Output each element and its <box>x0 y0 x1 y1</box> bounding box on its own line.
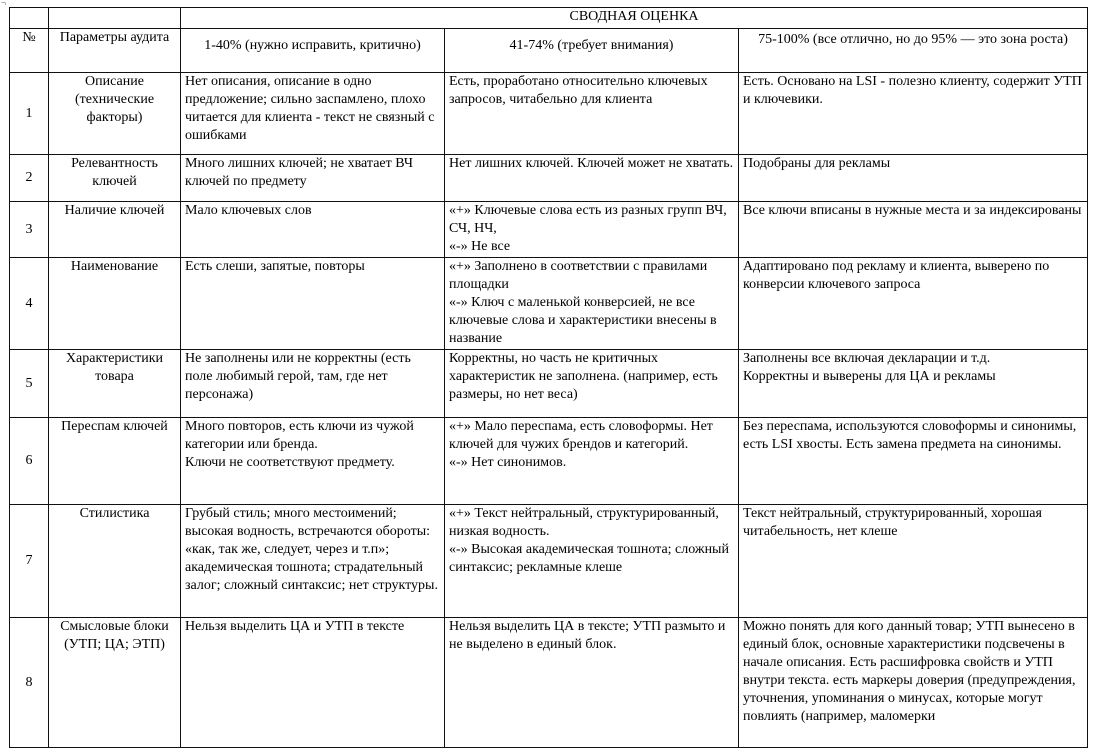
col1-line: Много повторов, есть ключи из чужой категории или бренда. <box>185 419 414 452</box>
row-col1 <box>181 418 445 505</box>
row-col2: Есть, проработано относительно ключевых запросов, читабельно для клиента <box>445 73 739 155</box>
col3-line: Заполнены все включая декларации и т.д. <box>743 351 991 366</box>
row-col2 <box>445 202 739 258</box>
row-col1: Нельзя выделить ЦА и УТП в тексте <box>181 618 445 748</box>
row-col2 <box>445 505 739 618</box>
row-parameter: Наименование <box>49 258 181 350</box>
table-row <box>10 155 1088 202</box>
row-number: 4 <box>10 258 49 350</box>
row-col1: Есть слеши, запятые, повторы <box>181 258 445 350</box>
plus-note: «+» Ключевые слова есть из разных групп ВЧ, СЧ, НЧ, <box>449 203 727 236</box>
row-col1: Много лишних ключей; не хватает ВЧ ключей по предмету <box>181 155 445 202</box>
row-parameter: Наличие ключей <box>49 202 181 258</box>
row-col3: Без переспама, используются словоформы и синонимы, есть LSI хвосты. Есть замена предмета на синонимы. <box>739 418 1088 505</box>
header-col2: 41-74% (требует внимания) <box>445 29 739 73</box>
minus-note: «-» Не все <box>449 239 511 254</box>
row-number: 7 <box>10 505 49 618</box>
table-row <box>10 505 1088 618</box>
row-col3: Текст нейтральный, структурированный, хорошая читабельность, нет клеше <box>739 505 1088 618</box>
minus-note: «-» Нет синонимов. <box>449 455 567 470</box>
row-number: 5 <box>10 350 49 418</box>
header-col3: 75-100% (все отлично, но до 95% — это зона роста) <box>739 29 1088 73</box>
row-parameter: Релевантность ключей <box>49 155 181 202</box>
row-parameter: Характеристики товара <box>49 350 181 418</box>
empty-cell <box>10 8 49 29</box>
row-number: 2 <box>10 155 49 202</box>
row-col2: Корректны, но часть не критичных характеристик не заполнена. (например, есть размеры, но нет веса) <box>445 350 739 418</box>
row-col1: Не заполнены или не корректны (есть поле любимый герой, там, где нет персонажа) <box>181 350 445 418</box>
row-col2 <box>445 258 739 350</box>
table-row <box>10 258 1088 350</box>
plus-note: «+» Текст нейтральный, структурированный, низкая водность. <box>449 506 719 539</box>
header-col1: 1-40% (нужно исправить, критично) <box>181 29 445 73</box>
header-num: № <box>10 29 49 73</box>
row-col2: Нельзя выделить ЦА в тексте; УТП размыто и не выделено в единый блок. <box>445 618 739 748</box>
row-col1: Грубый стиль; много местоимений; высокая водность, встречаются обороты: «как, так же, следует, через и т.п»; академическая тошнота; страдательный залог; сложный синтаксис; нет структуры. <box>181 505 445 618</box>
row-col3: Можно понять для кого данный товар; УТП вынесено в единый блок, основные характеристики подсвечены в начале описания. Есть расшифровка свойств и УТП внутри текста. есть маркеры доверия (предупреждения, уточнения, упоминания о минусах, которые могут повлиять (например, маломерки <box>739 618 1088 748</box>
minus-note: «-» Высокая академическая тошнота; сложный синтаксис; рекламные клеше <box>449 542 729 575</box>
row-col1: Нет описания, описание в одно предложение; сильно заспамлено, плохо читается для клиента - текст не связный с ошибками <box>181 73 445 155</box>
header-param: Параметры аудита <box>49 29 181 73</box>
row-col1: Мало ключевых слов <box>181 202 445 258</box>
row-col3: Адаптировано под рекламу и клиента, выверено по конверсии ключевого запроса <box>739 258 1088 350</box>
row-col3: Подобраны для рекламы <box>739 155 1088 202</box>
row-number: 6 <box>10 418 49 505</box>
row-col2: Нет лишних ключей. Ключей может не хватать. <box>445 155 739 202</box>
super-header: СВОДНАЯ ОЦЕНКА <box>181 8 1088 29</box>
row-col3: Все ключи вписаны в нужные места и за индексированы <box>739 202 1088 258</box>
row-number: 1 <box>10 73 49 155</box>
table-row <box>10 418 1088 505</box>
table-row <box>10 350 1088 418</box>
corner-mark: ¬ <box>1 0 7 8</box>
row-parameter: Описание (технические факторы) <box>49 73 181 155</box>
col1-line: Ключи не соответствуют предмету. <box>185 455 395 470</box>
col3-line: Корректны и выверены для ЦА и рекламы <box>743 369 996 384</box>
super-header-row <box>10 8 1088 29</box>
row-number: 3 <box>10 202 49 258</box>
table-row <box>10 73 1088 155</box>
table-row <box>10 618 1088 748</box>
header-row <box>10 29 1088 73</box>
table-row <box>10 202 1088 258</box>
audit-table <box>9 7 1088 748</box>
plus-note: «+» Заполнено в соответствии с правилами площадки <box>449 259 708 292</box>
row-parameter: Смысловые блоки (УТП; ЦА; ЭТП) <box>49 618 181 748</box>
row-col3: Есть. Основано на LSI - полезно клиенту, содержит УТП и ключевики. <box>739 73 1088 155</box>
row-parameter: Переспам ключей <box>49 418 181 505</box>
row-number: 8 <box>10 618 49 748</box>
row-parameter: Стилистика <box>49 505 181 618</box>
plus-note: «+» Мало переспама, есть словоформы. Нет ключей для чужих брендов и категорий. <box>449 419 713 452</box>
empty-cell <box>49 8 181 29</box>
minus-note: «-» Ключ с маленькой конверсией, не все ключевые слова и характеристики внесены в название <box>449 295 717 346</box>
row-col2 <box>445 418 739 505</box>
row-col3 <box>739 350 1088 418</box>
